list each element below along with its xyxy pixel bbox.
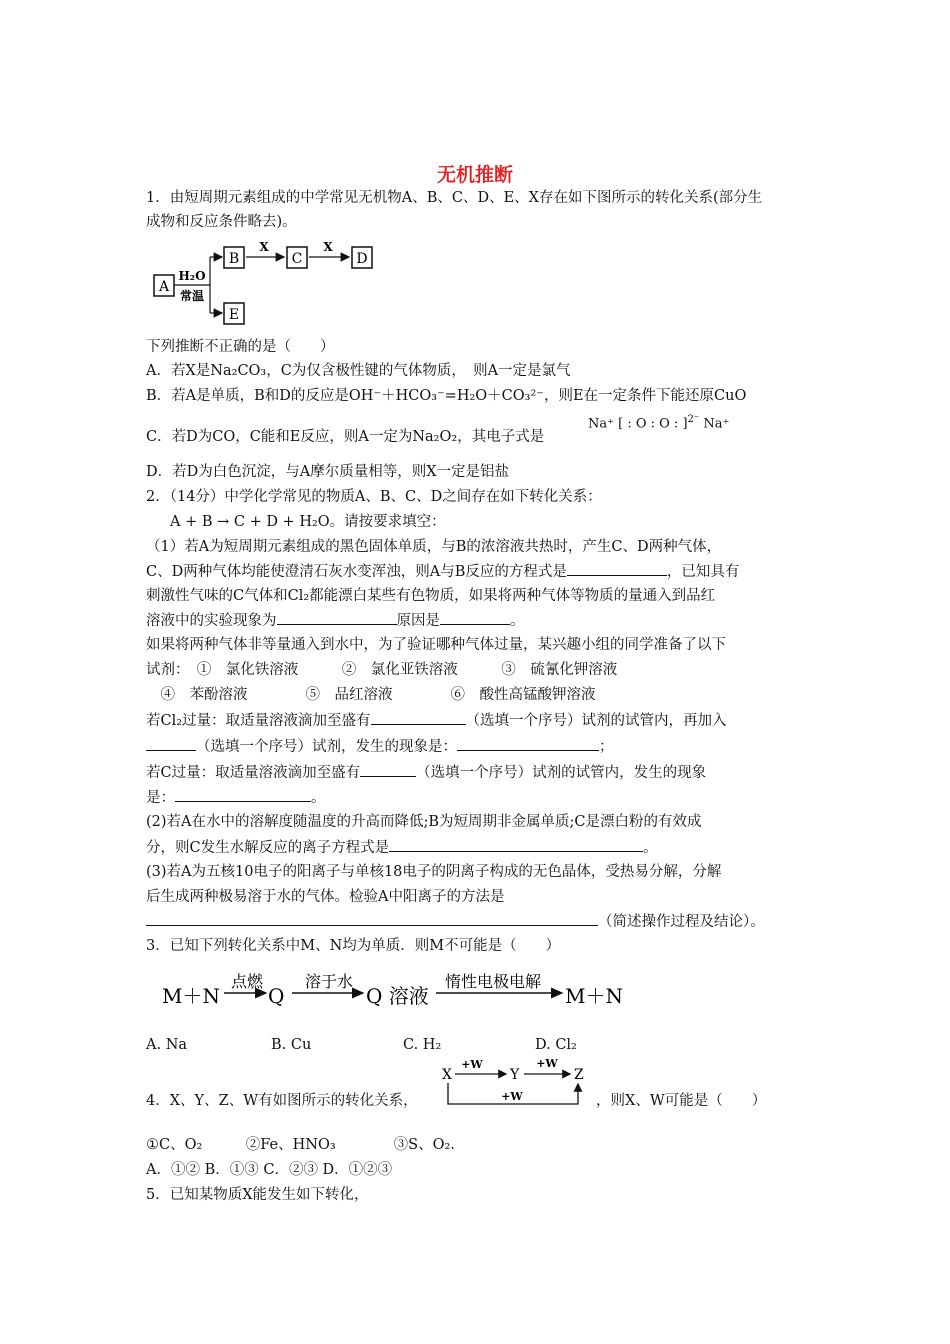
- q2-p2-line1: (2)若A在水中的溶解度随温度的升高而降低;B为短周期非金属单质;C是漂白粉的有效成: [146, 814, 702, 830]
- q3-start: M＋N: [162, 984, 220, 1008]
- q3-end: M＋N: [565, 984, 623, 1008]
- answer-blank[interactable]: [389, 837, 643, 852]
- q3-option-a: A. Na: [146, 1037, 188, 1053]
- text-segment: 是：: [146, 790, 175, 806]
- q1-diagram: [150, 240, 390, 330]
- answer-blank[interactable]: [146, 911, 598, 926]
- q3-head: 3．已知下列转化关系中M、N均为单质．则M不可能是（ ）: [146, 938, 561, 954]
- text-segment: ，已知具有: [666, 564, 740, 580]
- q3-arrow1-label: 点燃: [230, 972, 264, 991]
- answer-blank[interactable]: [371, 710, 466, 725]
- text-segment: ；: [599, 739, 614, 755]
- text-segment: 。: [510, 613, 525, 629]
- q4-w1: +W: [461, 1058, 483, 1071]
- q3-option-b: B. Cu: [271, 1037, 312, 1053]
- formula-na-left: Na⁺: [588, 416, 614, 432]
- q2-p3-line3: [146, 911, 765, 932]
- q2-p1-line4: [146, 610, 525, 631]
- q2-c-line2: [146, 787, 326, 808]
- q2-p1-line3: 刺激性气味的C气体和Cl₂都能漂白某些有色物质，如果将两种气体等物质的量通入到品红: [146, 588, 716, 604]
- q2-p2-line2: [146, 837, 658, 858]
- q4-diagram: [432, 1058, 592, 1110]
- answer-blank[interactable]: [175, 787, 311, 802]
- q1-text-line1: 1．由短周期元素组成的中学常见无机物A、B、C、D、E、X存在如下图所示的转化关系(部分生: [146, 190, 763, 206]
- q4-w3: +W: [501, 1090, 523, 1103]
- text-segment: 分，则C发生水解反应的离子方程式是: [146, 840, 390, 856]
- q1-option-b: B．若A是单质，B和D的反应是OH⁻＋HCO₃⁻=H₂O＋CO₃²⁻，则E在一定条件下能还原CuO: [146, 388, 747, 404]
- text-segment: 若C过量：取适量溶液滴加至盛有: [146, 765, 361, 781]
- q4-y: Y: [510, 1067, 520, 1083]
- answer-blank[interactable]: [146, 736, 196, 751]
- answer-blank[interactable]: [360, 762, 416, 777]
- electron-formula: [588, 414, 729, 431]
- q1-prompt: 下列推断不正确的是（ ）: [146, 339, 335, 355]
- text-segment: 。: [643, 840, 658, 856]
- q2-p1-line1: （1）若A为短周期元素组成的黑色固体单质，与B的浓溶液共热时，产生C、D两种气体，: [146, 539, 722, 555]
- node-a: A: [158, 279, 170, 295]
- cond-temp: 常温: [179, 289, 205, 303]
- q2-p3-line1: (3)若A为五核10电子的阳离子与单核18电子的阴离子构成的无色晶体，受热易分解，分解: [146, 864, 722, 880]
- q3-option-d: D. Cl₂: [535, 1037, 577, 1053]
- q4-w2: +W: [536, 1058, 558, 1070]
- q4-head-post: ，则X、W可能是（ ）: [596, 1093, 767, 1109]
- text-segment: 若Cl₂过量：取适量溶液滴加至盛有: [146, 713, 371, 729]
- q3-arrow2-label: 溶于水: [304, 972, 354, 991]
- text-segment: C、D两种气体均能使澄清石灰水变浑浊，则A与B反应的方程式是: [146, 564, 567, 580]
- q1-option-d: D．若D为白色沉淀，与A摩尔质量相等，则X一定是铝盐: [146, 464, 510, 480]
- answer-blank[interactable]: [440, 610, 510, 625]
- answer-blank[interactable]: [277, 610, 397, 625]
- node-b: B: [228, 251, 240, 267]
- q3-option-c: C. H₂: [403, 1037, 442, 1053]
- node-d: D: [356, 251, 368, 267]
- text-segment: 原因是: [396, 613, 440, 629]
- q3-arrow3-label: 惰性电极电解: [444, 972, 542, 991]
- cond-water: H₂O: [178, 269, 206, 283]
- node-e: E: [228, 307, 240, 323]
- text-segment: （选填一个序号）试剂的试管内，再加入: [465, 713, 727, 729]
- formula-peroxide: [ : O : O : ]: [618, 416, 688, 432]
- page-title: 无机推断: [436, 164, 513, 186]
- formula-charge: 2⁻: [687, 414, 700, 425]
- text-segment: （选填一个序号）试剂，发生的现象是：: [196, 739, 457, 755]
- q4-answers: A．①② B．①③ C．②③ D．①②③: [146, 1162, 393, 1178]
- q1-text-line2: 成物和反应条件略去)。: [146, 214, 297, 230]
- q4-head-pre: 4．X、Y、Z、W有如图所示的转化关系，: [146, 1093, 418, 1109]
- q5-head: 5．已知某物质X能发生如下转化，: [146, 1187, 369, 1203]
- q1-option-a: A．若X是Na₂CO₃，C为仅含极性键的气体物质， 则A一定是氯气: [146, 363, 571, 379]
- q4-choices: ①C、O₂ ②Fe、HNO₃ ③S、O₂.: [146, 1137, 455, 1153]
- formula-na-right: Na⁺: [703, 416, 730, 432]
- answer-blank[interactable]: [567, 561, 667, 576]
- answer-blank[interactable]: [457, 736, 599, 751]
- q3-q1: Q: [268, 984, 285, 1008]
- q4-x: X: [442, 1067, 452, 1083]
- node-c: C: [291, 251, 303, 267]
- q2-cl2-line2: [146, 736, 614, 757]
- q2-reagents-line1: 试剂： ① 氯化铁溶液 ② 氯化亚铁溶液 ③ 硫氰化钾溶液: [146, 662, 618, 678]
- text-segment: 溶液中的实验现象为: [146, 613, 277, 629]
- q2-p1-line5: 如果将两种气体非等量通入到水中，为了验证哪种气体过量，某兴趣小组的同学准备了以下: [146, 637, 726, 653]
- text-segment: （选填一个序号）试剂的试管内，发生的现象: [416, 765, 707, 781]
- q3-diagram: [160, 965, 630, 1013]
- q2-c-line1: [146, 762, 706, 783]
- arrow-label-x2: X: [323, 240, 333, 254]
- q2-reagents-line2: ④ 苯酚溶液 ⑤ 品红溶液 ⑥ 酸性高锰酸钾溶液: [146, 687, 596, 703]
- q1-option-c: C．若D为CO，C能和E反应，则A一定为Na₂O₂，其电子式是: [146, 429, 545, 445]
- q2-p1-line2: [146, 561, 739, 582]
- q2-equation: A + B → C + D + H₂O。请按要求填空：: [170, 514, 446, 530]
- q2-cl2-line1: [146, 710, 727, 731]
- arrow-label-x1: X: [259, 240, 269, 254]
- q3-q2: Q 溶液: [366, 984, 429, 1008]
- text-segment: （简述操作过程及结论）。: [598, 914, 765, 930]
- q2-p3-line2: 后生成两种极易溶于水的气体。检验A中阳离子的方法是: [146, 889, 505, 905]
- q2-head: 2．（14分）中学化学常见的物质A、B、C、D之间存在如下转化关系：: [146, 489, 602, 505]
- text-segment: 。: [311, 790, 326, 806]
- q4-z: Z: [574, 1067, 584, 1083]
